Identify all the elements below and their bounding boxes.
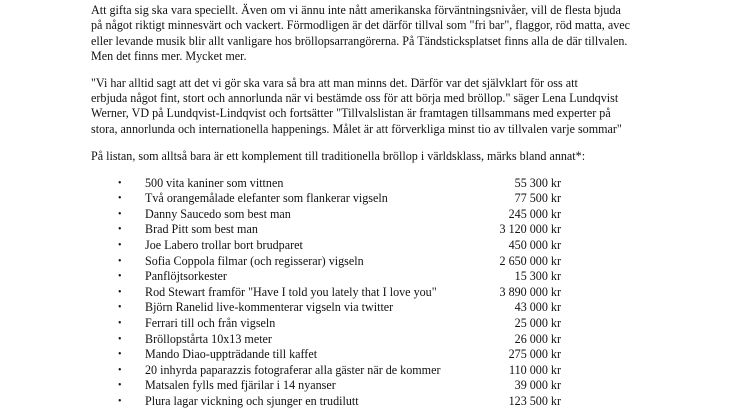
bullet-icon: • xyxy=(118,380,122,392)
item-price: 25 000 kr xyxy=(514,316,561,330)
item-description: Sofia Coppola filmar (och regisserar) vigseln xyxy=(145,253,364,268)
item-price: 55 300 kr xyxy=(514,175,561,190)
item-description: Joe Labero trollar bort brudparet xyxy=(145,238,303,253)
item-description: Två orangemålade elefanter som flankerar vigseln xyxy=(145,191,388,206)
list-item xyxy=(91,207,741,223)
list-item xyxy=(91,363,741,379)
item-price: 2 650 000 kr xyxy=(499,253,561,268)
item-price: 43 000 kr xyxy=(514,300,561,315)
list-item xyxy=(91,347,741,363)
list-item xyxy=(91,176,741,192)
list-item xyxy=(91,378,741,394)
bullet-icon: • xyxy=(118,364,122,376)
bullet-icon: • xyxy=(118,255,122,267)
text-line: Att gifta sig ska vara speciellt. Även om vi ännu inte nått amerikanska förväntningsnivåer, vill de flesta bjuda xyxy=(91,3,621,17)
list-item xyxy=(91,191,741,207)
item-price: 450 000 kr xyxy=(508,238,561,253)
list-item xyxy=(91,332,741,348)
item-description: 20 inhyrda paparazzis fotograferar alla gäster när de kommer xyxy=(145,362,441,377)
item-description: Brad Pitt som best man xyxy=(145,222,258,237)
item-description: Mando Diao-uppträdande till kaffet xyxy=(145,347,318,362)
bullet-icon: • xyxy=(118,349,122,361)
text-line: erbjuda något fint, stort och annorlunda när vi bestämde oss för att börja med bröllop." säger Lena Lundqvist xyxy=(91,91,619,106)
item-description: Björn Ranelid live-kommenterar vigseln via twitter xyxy=(145,300,394,315)
item-price: 26 000 kr xyxy=(514,331,561,346)
list-item xyxy=(91,222,741,238)
list-item xyxy=(91,285,741,301)
list-item xyxy=(91,269,741,285)
text-line: Men det finns mer. Mycket mer. xyxy=(91,49,247,64)
bullet-icon: • xyxy=(118,395,122,407)
text-line: stora, annorlunda och internationella happenings. Målet är att förverkliga minst tio av tillvalen varje sommar" xyxy=(91,121,622,136)
text-line: "Vi har alltid sagt att det vi gör ska vara så bra att man minns det. Därför var det självklart för oss att xyxy=(91,75,578,90)
item-description: Panflöjtsorkester xyxy=(145,269,227,284)
list-item xyxy=(91,316,741,332)
item-price: 110 000 kr xyxy=(509,362,561,377)
item-description: Danny Saucedo som best man xyxy=(145,206,291,221)
list-intro-paragraph xyxy=(91,149,741,164)
bullet-icon: • xyxy=(118,302,122,314)
text-line: På listan, som alltså bara är ett komplement till traditionella bröllop i världsklass, märks bland annat*: xyxy=(91,149,586,164)
item-description: Rod Stewart framför "Have I told you lately that I love you" xyxy=(145,284,437,299)
text-line: eller levande musik blir allt vanligare hos bröllopsarrangörerna. På Tändsticksplatset finns alla de där tillvalen. xyxy=(91,33,628,48)
bullet-icon: • xyxy=(118,318,122,329)
list-item xyxy=(91,394,741,410)
text-line: på något riktigt minnesvärt och vackert. Förmodligen är det därför tillval som "fri bar", flaggor, röd matta, avec xyxy=(91,18,630,33)
bullet-icon: • xyxy=(118,240,122,252)
quote-paragraph xyxy=(91,76,741,138)
item-price: 15 300 kr xyxy=(514,269,561,284)
item-price: 39 000 kr xyxy=(514,378,561,393)
item-description: 500 vita kaniner som vittnen xyxy=(145,175,284,190)
item-price: 275 000 kr xyxy=(508,347,561,362)
item-price: 3 890 000 kr xyxy=(499,284,561,299)
item-description: Matsalen fylls med fjärilar i 14 nyanser xyxy=(145,378,336,393)
item-description: Ferrari till och från vigseln xyxy=(145,316,276,330)
bullet-icon: • xyxy=(118,224,122,236)
bullet-icon: • xyxy=(118,333,122,345)
intro-paragraph xyxy=(91,3,741,65)
bullet-icon: • xyxy=(118,193,122,205)
item-description: Plura lagar vickning och sjunger en trudilutt xyxy=(145,393,359,408)
item-price: 77 500 kr xyxy=(514,191,561,206)
bullet-icon: • xyxy=(118,208,122,220)
item-price: 123 500 kr xyxy=(508,393,561,408)
bullet-icon: • xyxy=(118,271,122,283)
bullet-icon: • xyxy=(118,177,122,189)
list-item xyxy=(91,300,741,316)
bullet-icon: • xyxy=(118,286,122,298)
list-item xyxy=(91,238,741,254)
list-item xyxy=(91,254,741,270)
item-price: 3 120 000 kr xyxy=(499,222,561,237)
price-list xyxy=(91,176,741,410)
item-description: Bröllopstårta 10x13 meter xyxy=(145,331,272,346)
item-price: 245 000 kr xyxy=(508,206,561,221)
document-page xyxy=(91,3,741,410)
text-line: Werner, VD på Lundqvist-Lindqvist och fortsätter "Tillvalslistan är framtagen tillsammans med experter på xyxy=(91,106,611,121)
